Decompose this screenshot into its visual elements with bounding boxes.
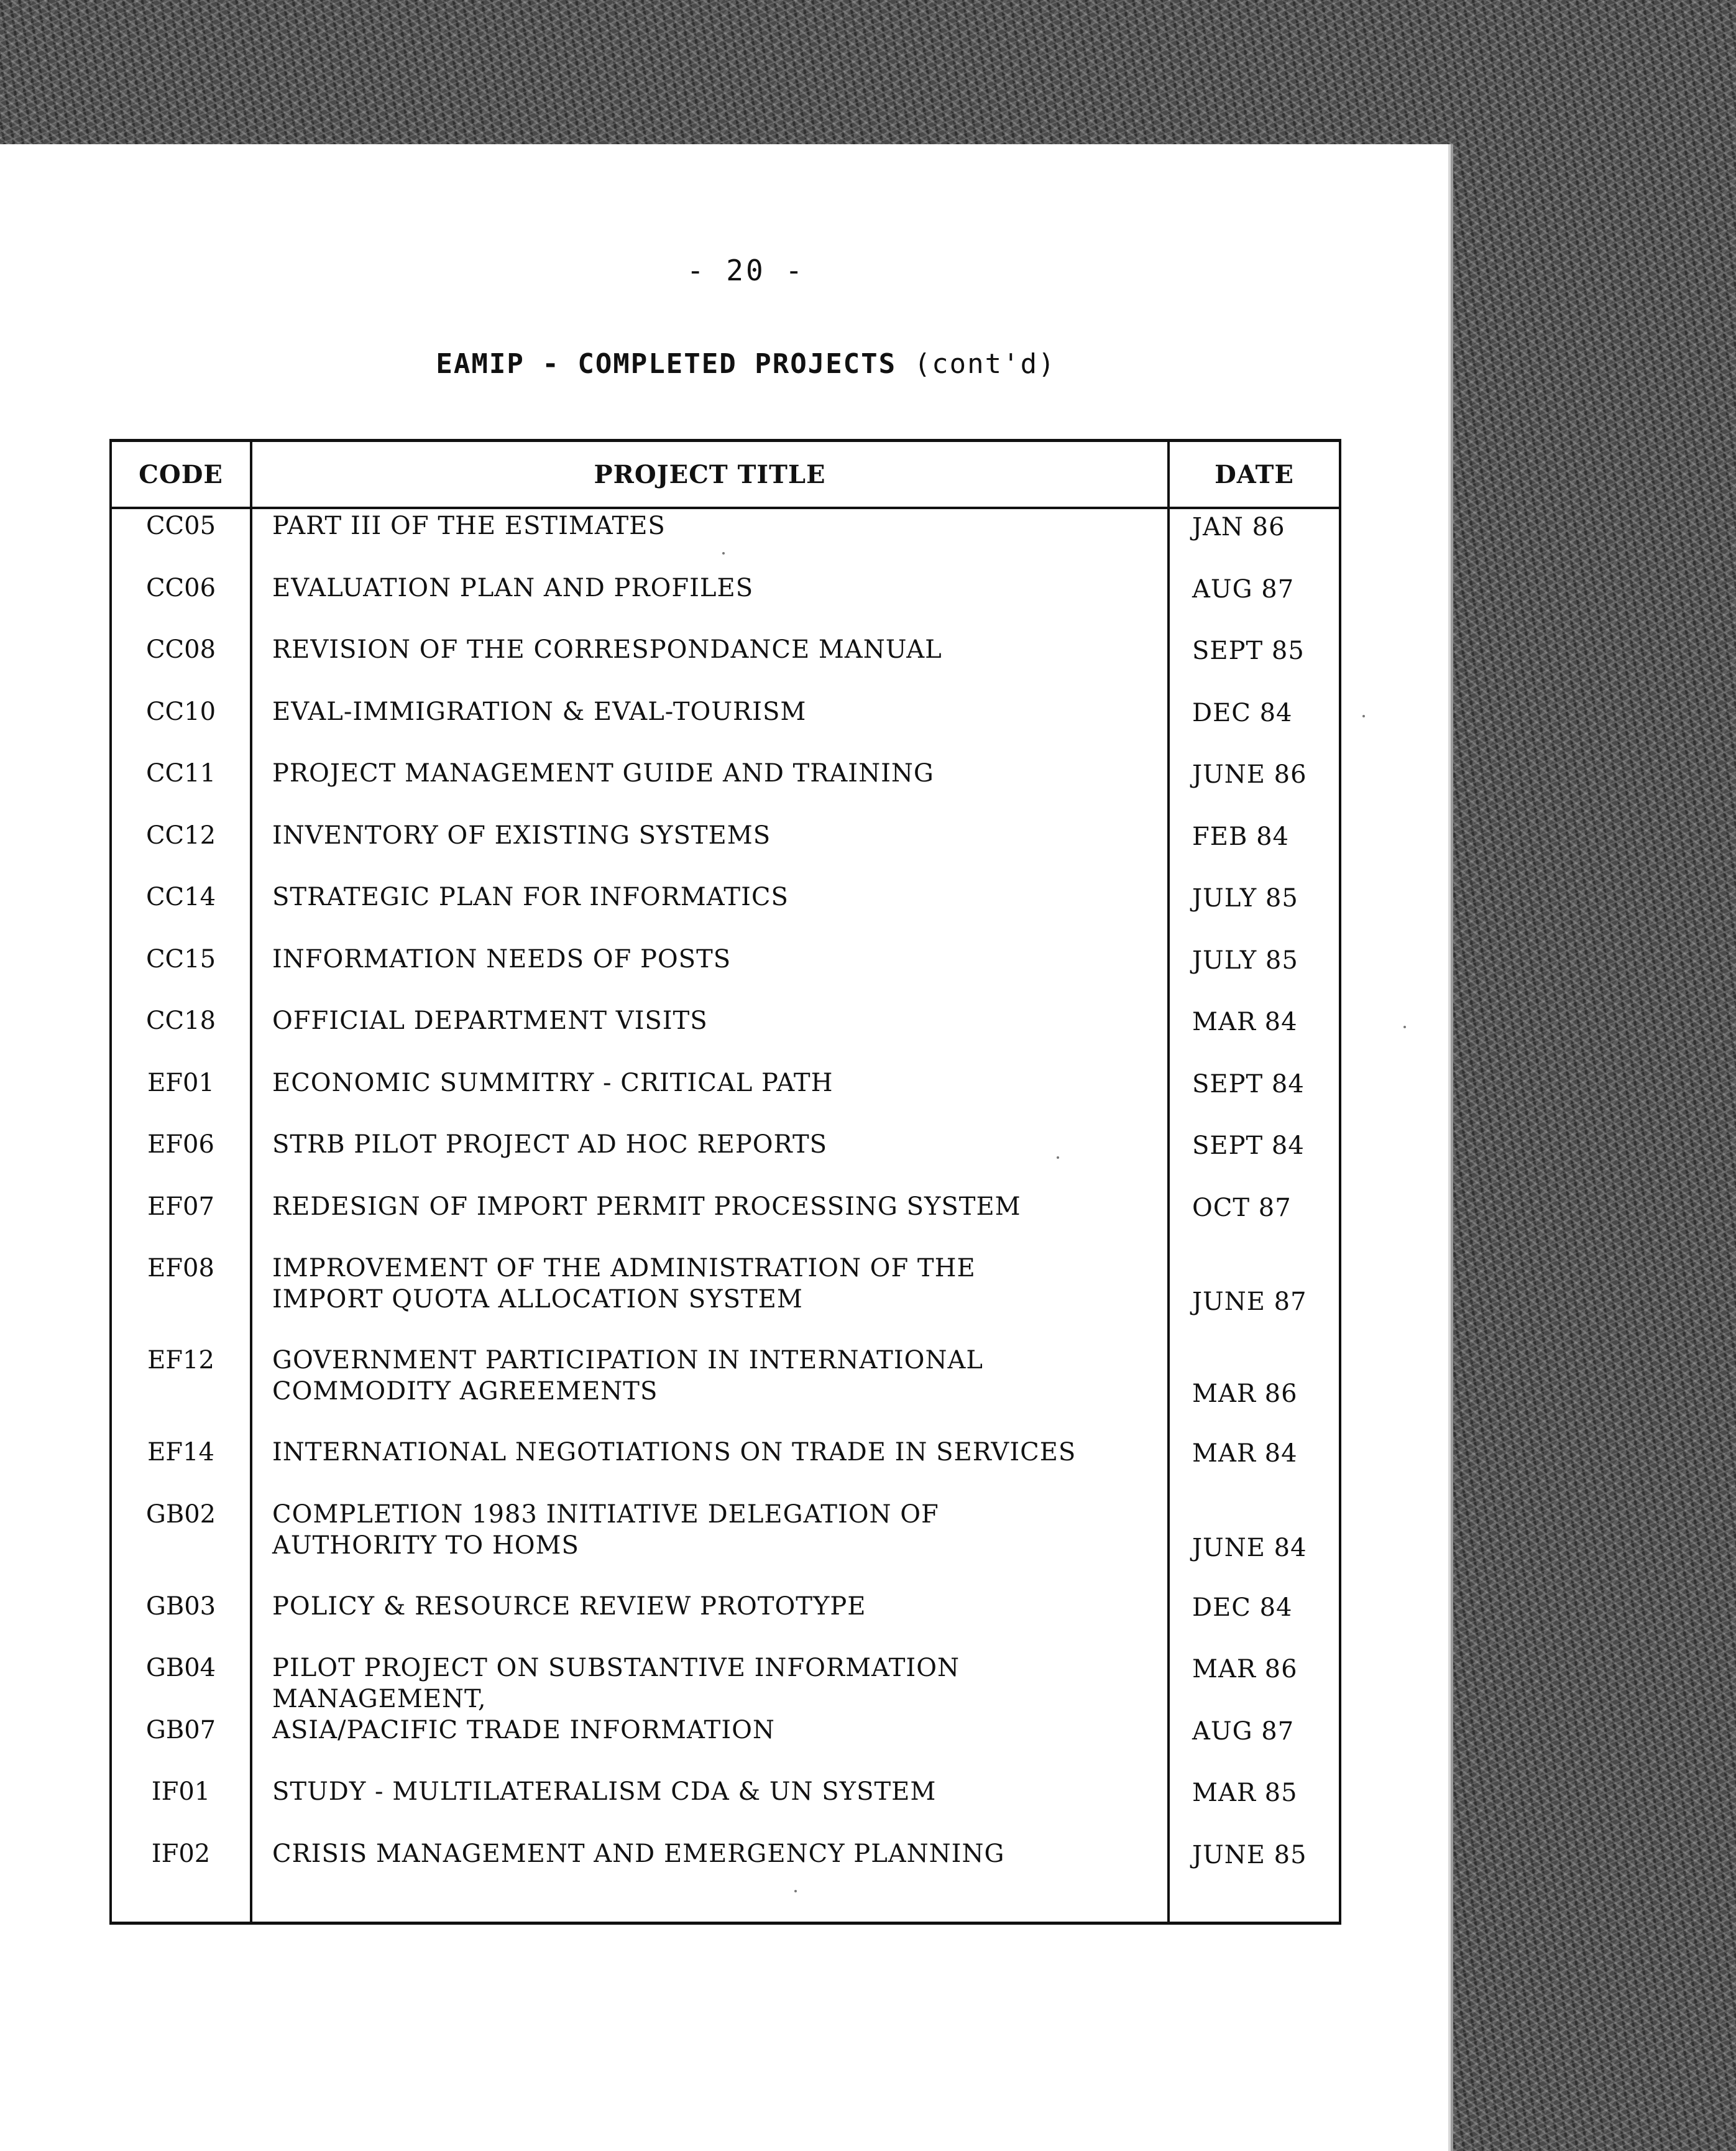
row-project-title-line: INVENTORY OF EXISTING SYSTEMS — [272, 821, 771, 850]
table-row — [112, 1499, 1339, 1591]
table-row — [112, 1345, 1339, 1437]
row-code: CC06 — [145, 573, 216, 602]
table-body — [112, 510, 1339, 1900]
row-date: JUNE 86 — [1192, 760, 1307, 789]
row-project-title — [272, 1499, 1155, 1561]
row-date: SEPT 84 — [1192, 1069, 1305, 1099]
row-project-title — [272, 510, 1155, 541]
row-code: EF14 — [147, 1438, 214, 1467]
row-date: JULY 85 — [1192, 946, 1298, 975]
row-code: EF08 — [147, 1254, 214, 1283]
row-project-title-line: ASIA/PACIFIC TRADE INFORMATION — [272, 1715, 775, 1744]
row-code: GB04 — [145, 1654, 216, 1682]
table-row — [112, 944, 1339, 1006]
table-row — [112, 1838, 1339, 1900]
row-date: JAN 86 — [1192, 513, 1285, 541]
row-project-title-line: OFFICIAL DEPARTMENT VISITS — [272, 1006, 708, 1035]
row-project-title — [272, 1253, 1155, 1315]
row-code: CC10 — [145, 697, 216, 726]
row-date: MAR 86 — [1192, 1379, 1298, 1408]
row-date: MAR 86 — [1192, 1655, 1298, 1683]
row-project-title — [272, 1652, 1155, 1715]
document-title-main: EAMIP - COMPLETED PROJECTS — [436, 348, 897, 380]
table-row — [112, 1067, 1339, 1130]
row-project-title-line: STRATEGIC PLAN FOR INFORMATICS — [272, 883, 789, 911]
row-date: JUNE 84 — [1192, 1533, 1307, 1562]
row-project-title — [272, 758, 1155, 789]
document-title-suffix: (cont'd) — [914, 348, 1056, 380]
row-project-title — [272, 1838, 1155, 1869]
row-project-title — [272, 1776, 1155, 1807]
row-project-title — [272, 634, 1155, 665]
table-row — [112, 1129, 1339, 1191]
row-code: CC08 — [145, 635, 216, 664]
row-code: EF06 — [147, 1130, 214, 1159]
row-date: JUNE 87 — [1192, 1287, 1307, 1316]
row-project-title-line: PART III OF THE ESTIMATES — [272, 512, 666, 540]
row-project-title-line: PILOT PROJECT ON SUBSTANTIVE INFORMATION MANAGEMENT, — [272, 1654, 960, 1713]
table-row — [112, 882, 1339, 944]
row-project-title-line: POLICY & RESOURCE REVIEW PROTOTYPE — [272, 1591, 866, 1621]
row-project-title-line: EVAL-IMMIGRATION & EVAL-TOURISM — [272, 697, 807, 726]
table-row — [112, 1776, 1339, 1838]
row-project-title-line: COMMODITY AGREEMENTS — [272, 1377, 658, 1406]
scan-speck — [1057, 1156, 1059, 1159]
row-code: IF01 — [151, 1777, 211, 1806]
table-row — [112, 820, 1339, 882]
table-row — [112, 573, 1339, 635]
row-project-title — [272, 696, 1155, 727]
row-project-title-line: COMPLETION 1983 INITIATIVE DELEGATION OF — [272, 1499, 939, 1529]
row-date: SEPT 84 — [1192, 1131, 1305, 1160]
table-row — [112, 510, 1339, 573]
row-project-title — [272, 1067, 1155, 1099]
table-row — [112, 1253, 1339, 1345]
row-code: CC15 — [145, 944, 216, 974]
row-code: CC14 — [145, 883, 216, 911]
row-date: DEC 84 — [1192, 1593, 1293, 1622]
scan-speck — [1362, 715, 1365, 717]
row-project-title-line: GOVERNMENT PARTICIPATION IN INTERNATIONAL — [272, 1346, 983, 1375]
row-project-title-line: IMPORT QUOTA ALLOCATION SYSTEM — [272, 1285, 803, 1314]
row-project-title-line: REVISION OF THE CORRESPONDANCE MANUAL — [272, 635, 942, 664]
row-code: GB02 — [145, 1499, 216, 1529]
row-project-title-line: REDESIGN OF IMPORT PERMIT PROCESSING SYSTEM — [272, 1192, 1021, 1221]
table-row — [112, 696, 1339, 758]
page-number: - 20 - — [686, 254, 806, 287]
document-title — [311, 348, 1181, 380]
row-project-title-line: EVALUATION PLAN AND PROFILES — [272, 573, 754, 602]
row-project-title-line: PROJECT MANAGEMENT GUIDE AND TRAINING — [272, 759, 934, 788]
table-row — [112, 1191, 1339, 1253]
row-code: IF02 — [151, 1839, 211, 1868]
header-rule — [112, 507, 1339, 509]
table-row — [112, 1437, 1339, 1499]
row-project-title-line: STUDY - MULTILATERALISM CDA & UN SYSTEM — [272, 1777, 937, 1806]
row-project-title — [272, 820, 1155, 851]
row-code: GB03 — [145, 1591, 216, 1621]
row-project-title-line: AUTHORITY TO HOMS — [272, 1531, 579, 1560]
row-code: EF07 — [147, 1192, 214, 1221]
row-project-title — [272, 1591, 1155, 1622]
table-row — [112, 1591, 1339, 1653]
row-project-title-line: STRB PILOT PROJECT AD HOC REPORTS — [272, 1130, 828, 1159]
scan-speck — [794, 1890, 797, 1892]
row-code: EF12 — [147, 1346, 214, 1375]
row-project-title — [272, 1345, 1155, 1407]
header-project-title: PROJECT TITLE — [594, 460, 826, 489]
row-date: DEC 84 — [1192, 698, 1293, 727]
row-project-title-line: INTERNATIONAL NEGOTIATIONS ON TRADE IN SERVICES — [272, 1438, 1077, 1467]
row-project-title — [272, 573, 1155, 604]
row-code: CC11 — [145, 759, 216, 788]
table-row — [112, 1652, 1339, 1715]
table-row — [112, 1005, 1339, 1067]
row-code: CC18 — [145, 1006, 216, 1035]
projects-table — [109, 439, 1341, 1925]
table-row — [112, 758, 1339, 820]
row-project-title — [272, 1005, 1155, 1036]
row-project-title — [272, 944, 1155, 975]
row-project-title-line: ECONOMIC SUMMITRY - CRITICAL PATH — [272, 1068, 834, 1097]
row-date: MAR 85 — [1192, 1779, 1298, 1807]
row-project-title-line: IMPROVEMENT OF THE ADMINISTRATION OF THE — [272, 1254, 976, 1283]
row-project-title — [272, 1715, 1155, 1746]
table-row — [112, 1715, 1339, 1777]
row-date: JUNE 85 — [1192, 1840, 1307, 1869]
table-row — [112, 634, 1339, 696]
row-date: FEB 84 — [1192, 822, 1289, 851]
row-project-title — [272, 1437, 1155, 1468]
row-project-title-line: CRISIS MANAGEMENT AND EMERGENCY PLANNING — [272, 1839, 1005, 1868]
row-date: AUG 87 — [1192, 574, 1295, 604]
row-date: SEPT 85 — [1192, 637, 1305, 665]
row-project-title-line: INFORMATION NEEDS OF POSTS — [272, 944, 732, 974]
row-code: CC05 — [145, 512, 216, 540]
row-code: GB07 — [145, 1715, 216, 1744]
row-date: OCT 87 — [1192, 1193, 1292, 1222]
row-project-title — [272, 882, 1155, 913]
row-date: MAR 84 — [1192, 1439, 1298, 1468]
row-project-title — [272, 1191, 1155, 1222]
scan-speck — [1403, 1026, 1406, 1028]
row-project-title — [272, 1129, 1155, 1160]
scan-speck — [722, 552, 725, 555]
row-code: CC12 — [145, 821, 216, 850]
row-code: EF01 — [147, 1068, 214, 1097]
row-date: AUG 87 — [1192, 1716, 1295, 1746]
header-date: DATE — [1215, 460, 1294, 489]
row-date: MAR 84 — [1192, 1008, 1298, 1036]
row-date: JULY 85 — [1192, 884, 1298, 913]
header-code: CODE — [139, 460, 223, 489]
